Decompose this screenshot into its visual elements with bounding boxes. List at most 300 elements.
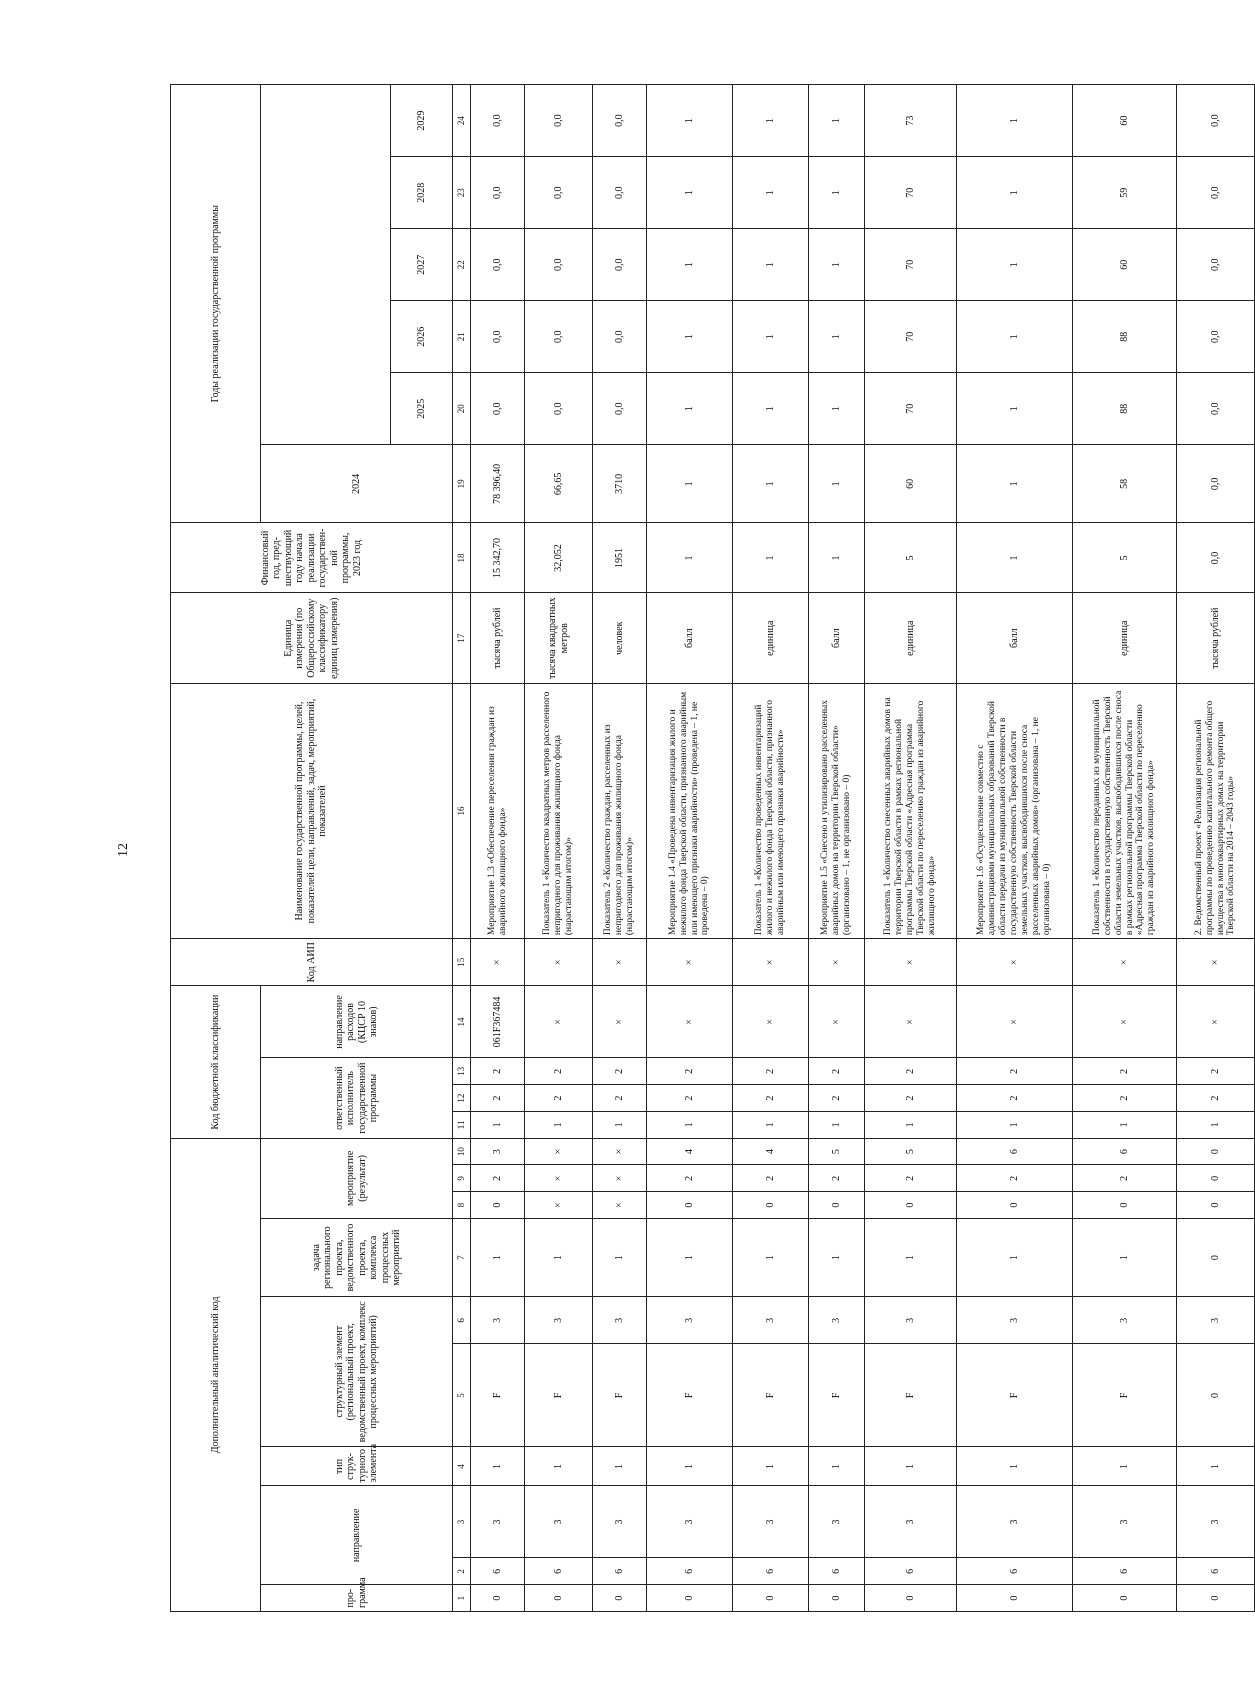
- table-cell-c4: 1: [647, 1447, 733, 1486]
- table-cell-fin: 15 342,70: [471, 523, 525, 593]
- table-cell-c2: 6: [593, 1558, 647, 1585]
- table-cell-c1: 0: [471, 1585, 525, 1612]
- table-cell-c14: ×: [1177, 986, 1255, 1058]
- table-cell-y2024: 58: [1073, 445, 1177, 523]
- col-num: 4: [453, 1447, 471, 1486]
- name-header: Наименование государственной программы, целей, показателей цели, направлений, задач, мероприятий, показателей: [171, 683, 453, 938]
- table-cell-c1: 0: [593, 1585, 647, 1612]
- table-cell-c10: 5: [865, 1138, 957, 1165]
- table-cell-y2029: 1: [957, 85, 1073, 157]
- task-header: задача регионального проекта, ведомственного проекта, комплекса процессных мероприятий: [261, 1218, 453, 1296]
- table-cell-y2029: 1: [809, 85, 865, 157]
- table-cell-c7: 1: [1073, 1218, 1177, 1296]
- table-cell-c12: 2: [809, 1085, 865, 1112]
- table-cell-c5: F: [525, 1344, 593, 1447]
- table-cell-c5: F: [809, 1344, 865, 1447]
- table-cell-c13: 2: [593, 1058, 647, 1085]
- table-cell-unit: балл: [957, 593, 1073, 684]
- table-cell-c11: 1: [733, 1111, 809, 1138]
- table-cell-y2027: 1: [957, 229, 1073, 301]
- table-cell-c2: 6: [865, 1558, 957, 1585]
- table-cell-c8: 0: [1073, 1192, 1177, 1219]
- table-cell-y2024: 1: [957, 445, 1073, 523]
- table-row: [593, 85, 647, 1612]
- table-cell-c12: 2: [647, 1085, 733, 1112]
- col-num: 17: [453, 593, 471, 684]
- table-cell-c9: 2: [647, 1165, 733, 1192]
- budget-code-header: Код бюджетной классификации: [171, 986, 261, 1138]
- row-name-cell: Мероприятие 1.4 «Проведена инвентаризация жилого и нежилого фонда Тверской области, признанного аварийным или имеющего признаки аварийности» (проведена – 1, не проведена – 0): [647, 683, 733, 938]
- year-2025-header: 2025: [391, 373, 453, 445]
- table-cell-c12: 2: [1177, 1085, 1255, 1112]
- table-cell-c10: 5: [809, 1138, 865, 1165]
- table-cell-y2029: 1: [647, 85, 733, 157]
- table-cell-y2028: 0,0: [471, 157, 525, 229]
- table-cell-c6: 3: [1073, 1297, 1177, 1344]
- element-type-header: тип струк-турного элемента: [261, 1447, 453, 1486]
- table-cell-c10: 6: [957, 1138, 1073, 1165]
- table-row: [865, 85, 957, 1612]
- table-cell-c13: 2: [1177, 1058, 1255, 1085]
- table-cell-c15: ×: [957, 939, 1073, 986]
- table-cell-c7: 1: [647, 1218, 733, 1296]
- row-name-cell: Показатель 1 «Количество снесенных аварийных домов на территории Тверской области в рамках региональной программы Тверской области «Адресная программа Тверской области по переселению граждан из аварийного жилищного фонда»: [865, 683, 957, 938]
- table-cell-c14: 061F367484: [471, 986, 525, 1058]
- table-cell-c3: 3: [1177, 1486, 1255, 1558]
- table-cell-y2029: 0,0: [1177, 85, 1255, 157]
- table-cell-c4: 1: [865, 1447, 957, 1486]
- program-header: про-грамма: [261, 1585, 453, 1612]
- table-cell-c14: ×: [957, 986, 1073, 1058]
- table-cell-fin: 1951: [593, 523, 647, 593]
- table-cell-c3: 3: [525, 1486, 593, 1558]
- col-num: 10: [453, 1138, 471, 1165]
- table-body: [471, 85, 1255, 1612]
- table-cell-c13: 2: [647, 1058, 733, 1085]
- table-cell-c8: 0: [1177, 1192, 1255, 1219]
- table-cell-y2024: 3710: [593, 445, 647, 523]
- table-cell-c2: 6: [647, 1558, 733, 1585]
- table-cell-c10: ×: [525, 1138, 593, 1165]
- table-cell-y2029: 0,0: [525, 85, 593, 157]
- table-cell-c9: 0: [1177, 1165, 1255, 1192]
- table-cell-y2029: 0,0: [471, 85, 525, 157]
- table-cell-fin: 32,052: [525, 523, 593, 593]
- table-cell-c5: F: [957, 1344, 1073, 1447]
- table-cell-c6: 3: [957, 1297, 1073, 1344]
- table-cell-c9: 2: [865, 1165, 957, 1192]
- table-cell-c14: ×: [1073, 986, 1177, 1058]
- table-cell-unit: балл: [647, 593, 733, 684]
- table-cell-c5: F: [593, 1344, 647, 1447]
- table-cell-c9: 2: [1073, 1165, 1177, 1192]
- row-name-cell: Показатель 1 «Количество проведенных инвентаризаций жилого и нежилого фонда Тверской области, признанного аварийным или имеющего признаки аварийности»: [733, 683, 809, 938]
- column-number-row: [453, 85, 471, 1612]
- table-cell-c13: 2: [957, 1058, 1073, 1085]
- table-cell-c8: 0: [471, 1192, 525, 1219]
- table-cell-y2025: 70: [865, 373, 957, 445]
- table-cell-unit: единица: [865, 593, 957, 684]
- table-cell-c6: 3: [733, 1297, 809, 1344]
- year-2027-header: 2027: [391, 229, 453, 301]
- table-cell-y2025: 0,0: [471, 373, 525, 445]
- table-cell-c13: 2: [733, 1058, 809, 1085]
- table-cell-c9: ×: [525, 1165, 593, 1192]
- table-cell-c11: 1: [1073, 1111, 1177, 1138]
- table-cell-c12: 2: [957, 1085, 1073, 1112]
- table-cell-c13: 2: [865, 1058, 957, 1085]
- table-cell-c8: 0: [957, 1192, 1073, 1219]
- table-cell-c4: 1: [1177, 1447, 1255, 1486]
- table-cell-fin: 1: [809, 523, 865, 593]
- table-cell-y2025: 1: [809, 373, 865, 445]
- table-cell-c4: 1: [525, 1447, 593, 1486]
- table-cell-c14: ×: [865, 986, 957, 1058]
- table-cell-y2029: 0,0: [593, 85, 647, 157]
- table-cell-c7: 1: [865, 1218, 957, 1296]
- table-cell-c14: ×: [733, 986, 809, 1058]
- table-cell-y2027: 1: [733, 229, 809, 301]
- table-cell-c7: 1: [809, 1218, 865, 1296]
- table-cell-y2025: 0,0: [593, 373, 647, 445]
- table-cell-c3: 3: [471, 1486, 525, 1558]
- page-number: 12: [116, 843, 131, 857]
- table-cell-c15: ×: [809, 939, 865, 986]
- table-cell-y2026: 0,0: [471, 301, 525, 373]
- table-cell-y2026: 88: [1073, 301, 1177, 373]
- table-cell-y2026: 0,0: [1177, 301, 1255, 373]
- table-cell-c10: ×: [593, 1138, 647, 1165]
- table-cell-c6: 3: [1177, 1297, 1255, 1344]
- col-num: 15: [453, 939, 471, 986]
- table-cell-c15: ×: [1177, 939, 1255, 986]
- table-cell-c6: 3: [809, 1297, 865, 1344]
- event-header: мероприятие (результат): [261, 1138, 453, 1218]
- table-cell-c4: 1: [957, 1447, 1073, 1486]
- table-cell-fin: 1: [957, 523, 1073, 593]
- table-cell-fin: 5: [865, 523, 957, 593]
- table-cell-y2027: 1: [647, 229, 733, 301]
- table-row: [1073, 85, 1177, 1612]
- table-cell-y2024: 1: [647, 445, 733, 523]
- table-container: [170, 84, 1237, 1612]
- years-header: Годы реализации государственной программы: [171, 85, 261, 523]
- table-cell-c3: 3: [647, 1486, 733, 1558]
- year-2029-header: 2029: [391, 85, 453, 157]
- table-cell-c15: ×: [1073, 939, 1177, 986]
- table-header: [171, 85, 471, 1612]
- table-cell-y2024: 60: [865, 445, 957, 523]
- table-cell-y2029: 60: [1073, 85, 1177, 157]
- table-cell-c15: ×: [593, 939, 647, 986]
- table-cell-unit: человек: [593, 593, 647, 684]
- table-cell-c3: 3: [865, 1486, 957, 1558]
- year-2024-header: 2024: [261, 445, 453, 523]
- table-cell-c4: 1: [733, 1447, 809, 1486]
- table-cell-y2027: 0,0: [593, 229, 647, 301]
- row-name-cell: 2. Ведомственный проект «Реализация региональной программы по проведению капитального ремонта общего имущества в многоквартирных домах на территории Тверской области на 2014 – 2043 годы»: [1177, 683, 1255, 938]
- unit-header: Единица измерения (по Общероссийскому классификатору единиц измерения): [171, 593, 453, 684]
- table-cell-y2028: 1: [957, 157, 1073, 229]
- table-cell-c15: ×: [865, 939, 957, 986]
- table-cell-c6: 3: [471, 1297, 525, 1344]
- table-cell-c7: 1: [733, 1218, 809, 1296]
- table-cell-y2028: 1: [733, 157, 809, 229]
- col-num: 2: [453, 1558, 471, 1585]
- table-cell-c1: 0: [957, 1585, 1073, 1612]
- table-cell-c6: 3: [647, 1297, 733, 1344]
- table-row: [809, 85, 865, 1612]
- col-num: 24: [453, 85, 471, 157]
- col-num: 5: [453, 1344, 471, 1447]
- table-cell-c12: 2: [593, 1085, 647, 1112]
- col-num: 11: [453, 1111, 471, 1138]
- table-cell-c8: 0: [809, 1192, 865, 1219]
- table-cell-c6: 3: [525, 1297, 593, 1344]
- table-cell-y2028: 0,0: [593, 157, 647, 229]
- table-cell-c15: ×: [525, 939, 593, 986]
- table-cell-c14: ×: [647, 986, 733, 1058]
- table-cell-y2025: 0,0: [525, 373, 593, 445]
- table-cell-c11: 1: [471, 1111, 525, 1138]
- table-cell-c13: 2: [1073, 1058, 1177, 1085]
- table-cell-c12: 2: [1073, 1085, 1177, 1112]
- table-cell-c11: 1: [865, 1111, 957, 1138]
- table-cell-c4: 1: [809, 1447, 865, 1486]
- table-cell-c1: 0: [865, 1585, 957, 1612]
- col-num: 1: [453, 1585, 471, 1612]
- table-cell-c2: 6: [471, 1558, 525, 1585]
- table-cell-c12: 2: [471, 1085, 525, 1112]
- table-cell-y2028: 70: [865, 157, 957, 229]
- table-cell-c3: 3: [1073, 1486, 1177, 1558]
- table-cell-y2026: 1: [957, 301, 1073, 373]
- table-cell-y2026: 1: [733, 301, 809, 373]
- table-cell-c11: 1: [1177, 1111, 1255, 1138]
- table-cell-c10: 4: [733, 1138, 809, 1165]
- table-cell-y2028: 1: [809, 157, 865, 229]
- fin-year-header: Финансовый год, пред-шествующий году начала реализации государствен-ной программы, 2023 год: [171, 523, 453, 593]
- table-cell-c4: 1: [471, 1447, 525, 1486]
- row-name-cell: Мероприятие 1.6 «Осуществление совместно с администрациями муниципальных образований Тверской области передачи из муниципальной собственности в государственную собственность Тверской области земельных участков, высвободившихся после сноса расселенных аварийных домов» (организована – 1, не организована – 0): [957, 683, 1073, 938]
- table-cell-y2026: 1: [647, 301, 733, 373]
- table-row: [525, 85, 593, 1612]
- table-cell-y2027: 0,0: [525, 229, 593, 301]
- table-cell-c7: 1: [593, 1218, 647, 1296]
- table-cell-fin: 5: [1073, 523, 1177, 593]
- table-cell-y2026: 70: [865, 301, 957, 373]
- table-cell-y2028: 0,0: [525, 157, 593, 229]
- table-cell-y2027: 0,0: [1177, 229, 1255, 301]
- table-cell-c11: 1: [809, 1111, 865, 1138]
- table-cell-c13: 2: [809, 1058, 865, 1085]
- table-cell-c8: ×: [593, 1192, 647, 1219]
- table-cell-c10: 0: [1177, 1138, 1255, 1165]
- expense-direction-header: направление расходов (КЦСР 10 знаков): [261, 986, 453, 1058]
- table-cell-c8: 0: [865, 1192, 957, 1219]
- col-num: 12: [453, 1085, 471, 1112]
- table-cell-c14: ×: [809, 986, 865, 1058]
- table-cell-c14: ×: [525, 986, 593, 1058]
- executor-header: ответственный исполнитель государственной программы: [261, 1058, 453, 1138]
- table-cell-c1: 0: [1177, 1585, 1255, 1612]
- direction-header: направление: [261, 1486, 453, 1585]
- table-cell-y2026: 0,0: [593, 301, 647, 373]
- table-cell-unit: тысяча рублей: [1177, 593, 1255, 684]
- table-cell-c8: ×: [525, 1192, 593, 1219]
- table-cell-c9: 2: [471, 1165, 525, 1192]
- table-cell-c12: 2: [865, 1085, 957, 1112]
- table-cell-c10: 4: [647, 1138, 733, 1165]
- structural-element-header: структурный элемент (региональный проект, ведомственный проект, комплекс процессных мероприятий): [261, 1297, 453, 1447]
- table-cell-c7: 1: [957, 1218, 1073, 1296]
- table-cell-y2024: 78 396,40: [471, 445, 525, 523]
- row-name-cell: Показатель 1 «Количество квадратных метров расселенного непригодного для проживания жилищного фонда (нарастающим итогом)»: [525, 683, 593, 938]
- col-num: 23: [453, 157, 471, 229]
- table-cell-y2027: 60: [1073, 229, 1177, 301]
- col-num: 21: [453, 301, 471, 373]
- table-cell-c8: 0: [733, 1192, 809, 1219]
- table-cell-c8: 0: [647, 1192, 733, 1219]
- table-cell-c5: F: [471, 1344, 525, 1447]
- table-cell-c3: 3: [733, 1486, 809, 1558]
- table-cell-fin: 0,0: [1177, 523, 1255, 593]
- table-cell-y2027: 1: [809, 229, 865, 301]
- table-cell-y2028: 1: [647, 157, 733, 229]
- table-cell-c9: ×: [593, 1165, 647, 1192]
- col-num: 8: [453, 1192, 471, 1219]
- table-cell-c7: 0: [1177, 1218, 1255, 1296]
- table-cell-y2024: 0,0: [1177, 445, 1255, 523]
- table-row: [1177, 85, 1255, 1612]
- table-cell-c11: 1: [593, 1111, 647, 1138]
- table-cell-unit: единица: [733, 593, 809, 684]
- table-cell-c5: F: [1073, 1344, 1177, 1447]
- table-cell-y2026: 0,0: [525, 301, 593, 373]
- row-name-cell: Мероприятие 1.3 «Обеспечение переселения граждан из аварийного жилищного фонда»: [471, 683, 525, 938]
- table-cell-y2029: 73: [865, 85, 957, 157]
- table-cell-c5: F: [865, 1344, 957, 1447]
- table-cell-c4: 1: [593, 1447, 647, 1486]
- table-cell-c7: 1: [471, 1218, 525, 1296]
- col-num: 18: [453, 523, 471, 593]
- table-row: [957, 85, 1073, 1612]
- table-cell-c1: 0: [809, 1585, 865, 1612]
- table-cell-c10: 3: [471, 1138, 525, 1165]
- table-cell-c11: 1: [525, 1111, 593, 1138]
- table-cell-unit: тысяча рублей: [471, 593, 525, 684]
- table-cell-y2026: 1: [809, 301, 865, 373]
- table-cell-y2028: 0,0: [1177, 157, 1255, 229]
- table-cell-c2: 6: [957, 1558, 1073, 1585]
- table-cell-y2024: 66,65: [525, 445, 593, 523]
- table-cell-c12: 2: [733, 1085, 809, 1112]
- table-cell-y2029: 1: [733, 85, 809, 157]
- table-cell-c2: 6: [1177, 1558, 1255, 1585]
- table-cell-c3: 3: [957, 1486, 1073, 1558]
- table-cell-c1: 0: [647, 1585, 733, 1612]
- col-num: 14: [453, 986, 471, 1058]
- row-name-cell: Показатель 1 «Количество переданных из муниципальной собственности в государственную собственность Тверской области земельных участков, высвободившихся после сноса в рамках региональной программы Тверской области «Адресная программа Тверской области по переселению граждан из аварийного жилищного фонда»: [1073, 683, 1177, 938]
- table-cell-c2: 6: [809, 1558, 865, 1585]
- table-cell-c5: F: [733, 1344, 809, 1447]
- table-cell-c13: 2: [525, 1058, 593, 1085]
- col-num: 6: [453, 1297, 471, 1344]
- table-cell-y2025: 1: [957, 373, 1073, 445]
- table-cell-unit: тысяча квадратных метров: [525, 593, 593, 684]
- table-cell-y2025: 1: [733, 373, 809, 445]
- table-cell-c4: 1: [1073, 1447, 1177, 1486]
- table-cell-c5: F: [647, 1344, 733, 1447]
- table-cell-y2024: 1: [809, 445, 865, 523]
- program-registry-table: [170, 84, 1255, 1612]
- table-cell-y2027: 0,0: [471, 229, 525, 301]
- table-cell-c2: 6: [525, 1558, 593, 1585]
- col-num: 22: [453, 229, 471, 301]
- col-num: 9: [453, 1165, 471, 1192]
- rotated-table-frame: [170, 84, 1237, 1612]
- col-num: 7: [453, 1218, 471, 1296]
- table-cell-c15: ×: [647, 939, 733, 986]
- table-cell-unit: балл: [809, 593, 865, 684]
- table-cell-c14: ×: [593, 986, 647, 1058]
- table-cell-unit: единица: [1073, 593, 1177, 684]
- table-cell-c13: 2: [471, 1058, 525, 1085]
- table-cell-c1: 0: [525, 1585, 593, 1612]
- table-cell-c5: 0: [1177, 1344, 1255, 1447]
- table-cell-y2024: 1: [733, 445, 809, 523]
- table-cell-c6: 3: [865, 1297, 957, 1344]
- row-name-cell: Мероприятие 1.5 «Снесено и утилизировано расселенных аварийных домов на территории Тверской области» (организовано – 1, не организовано – 0): [809, 683, 865, 938]
- table-cell-c9: 2: [809, 1165, 865, 1192]
- table-cell-c10: 6: [1073, 1138, 1177, 1165]
- col-num: 20: [453, 373, 471, 445]
- table-cell-c3: 3: [809, 1486, 865, 1558]
- table-cell-c3: 3: [593, 1486, 647, 1558]
- table-cell-c2: 6: [1073, 1558, 1177, 1585]
- row-name-cell: Показатель 2 «Количество граждан, расселенных из непригодного для проживания жилищного фонда (нарастающим итогом)»: [593, 683, 647, 938]
- table-cell-fin: 1: [647, 523, 733, 593]
- aip-code-header: Код АИП: [171, 939, 453, 986]
- table-cell-c9: 2: [733, 1165, 809, 1192]
- table-cell-c2: 6: [733, 1558, 809, 1585]
- table-cell-c6: 3: [593, 1297, 647, 1344]
- year-2028-header: 2028: [391, 157, 453, 229]
- table-cell-y2025: 1: [647, 373, 733, 445]
- col-num: 16: [453, 683, 471, 938]
- col-num: 13: [453, 1058, 471, 1085]
- table-cell-fin: 1: [733, 523, 809, 593]
- table-cell-c11: 1: [647, 1111, 733, 1138]
- table-row: [647, 85, 733, 1612]
- table-cell-c1: 0: [1073, 1585, 1177, 1612]
- analytic-code-header: Дополнительный аналитический код: [171, 1138, 261, 1611]
- table-cell-c9: 2: [957, 1165, 1073, 1192]
- table-cell-c15: ×: [733, 939, 809, 986]
- table-cell-y2027: 70: [865, 229, 957, 301]
- table-cell-y2028: 59: [1073, 157, 1177, 229]
- table-cell-c12: 2: [525, 1085, 593, 1112]
- col-num: 3: [453, 1486, 471, 1558]
- table-cell-c15: ×: [471, 939, 525, 986]
- table-row: [471, 85, 525, 1612]
- table-cell-c7: 1: [525, 1218, 593, 1296]
- table-cell-c1: 0: [733, 1585, 809, 1612]
- col-num: 19: [453, 445, 471, 523]
- year-2026-header: 2026: [391, 301, 453, 373]
- table-row: [733, 85, 809, 1612]
- table-cell-c11: 1: [957, 1111, 1073, 1138]
